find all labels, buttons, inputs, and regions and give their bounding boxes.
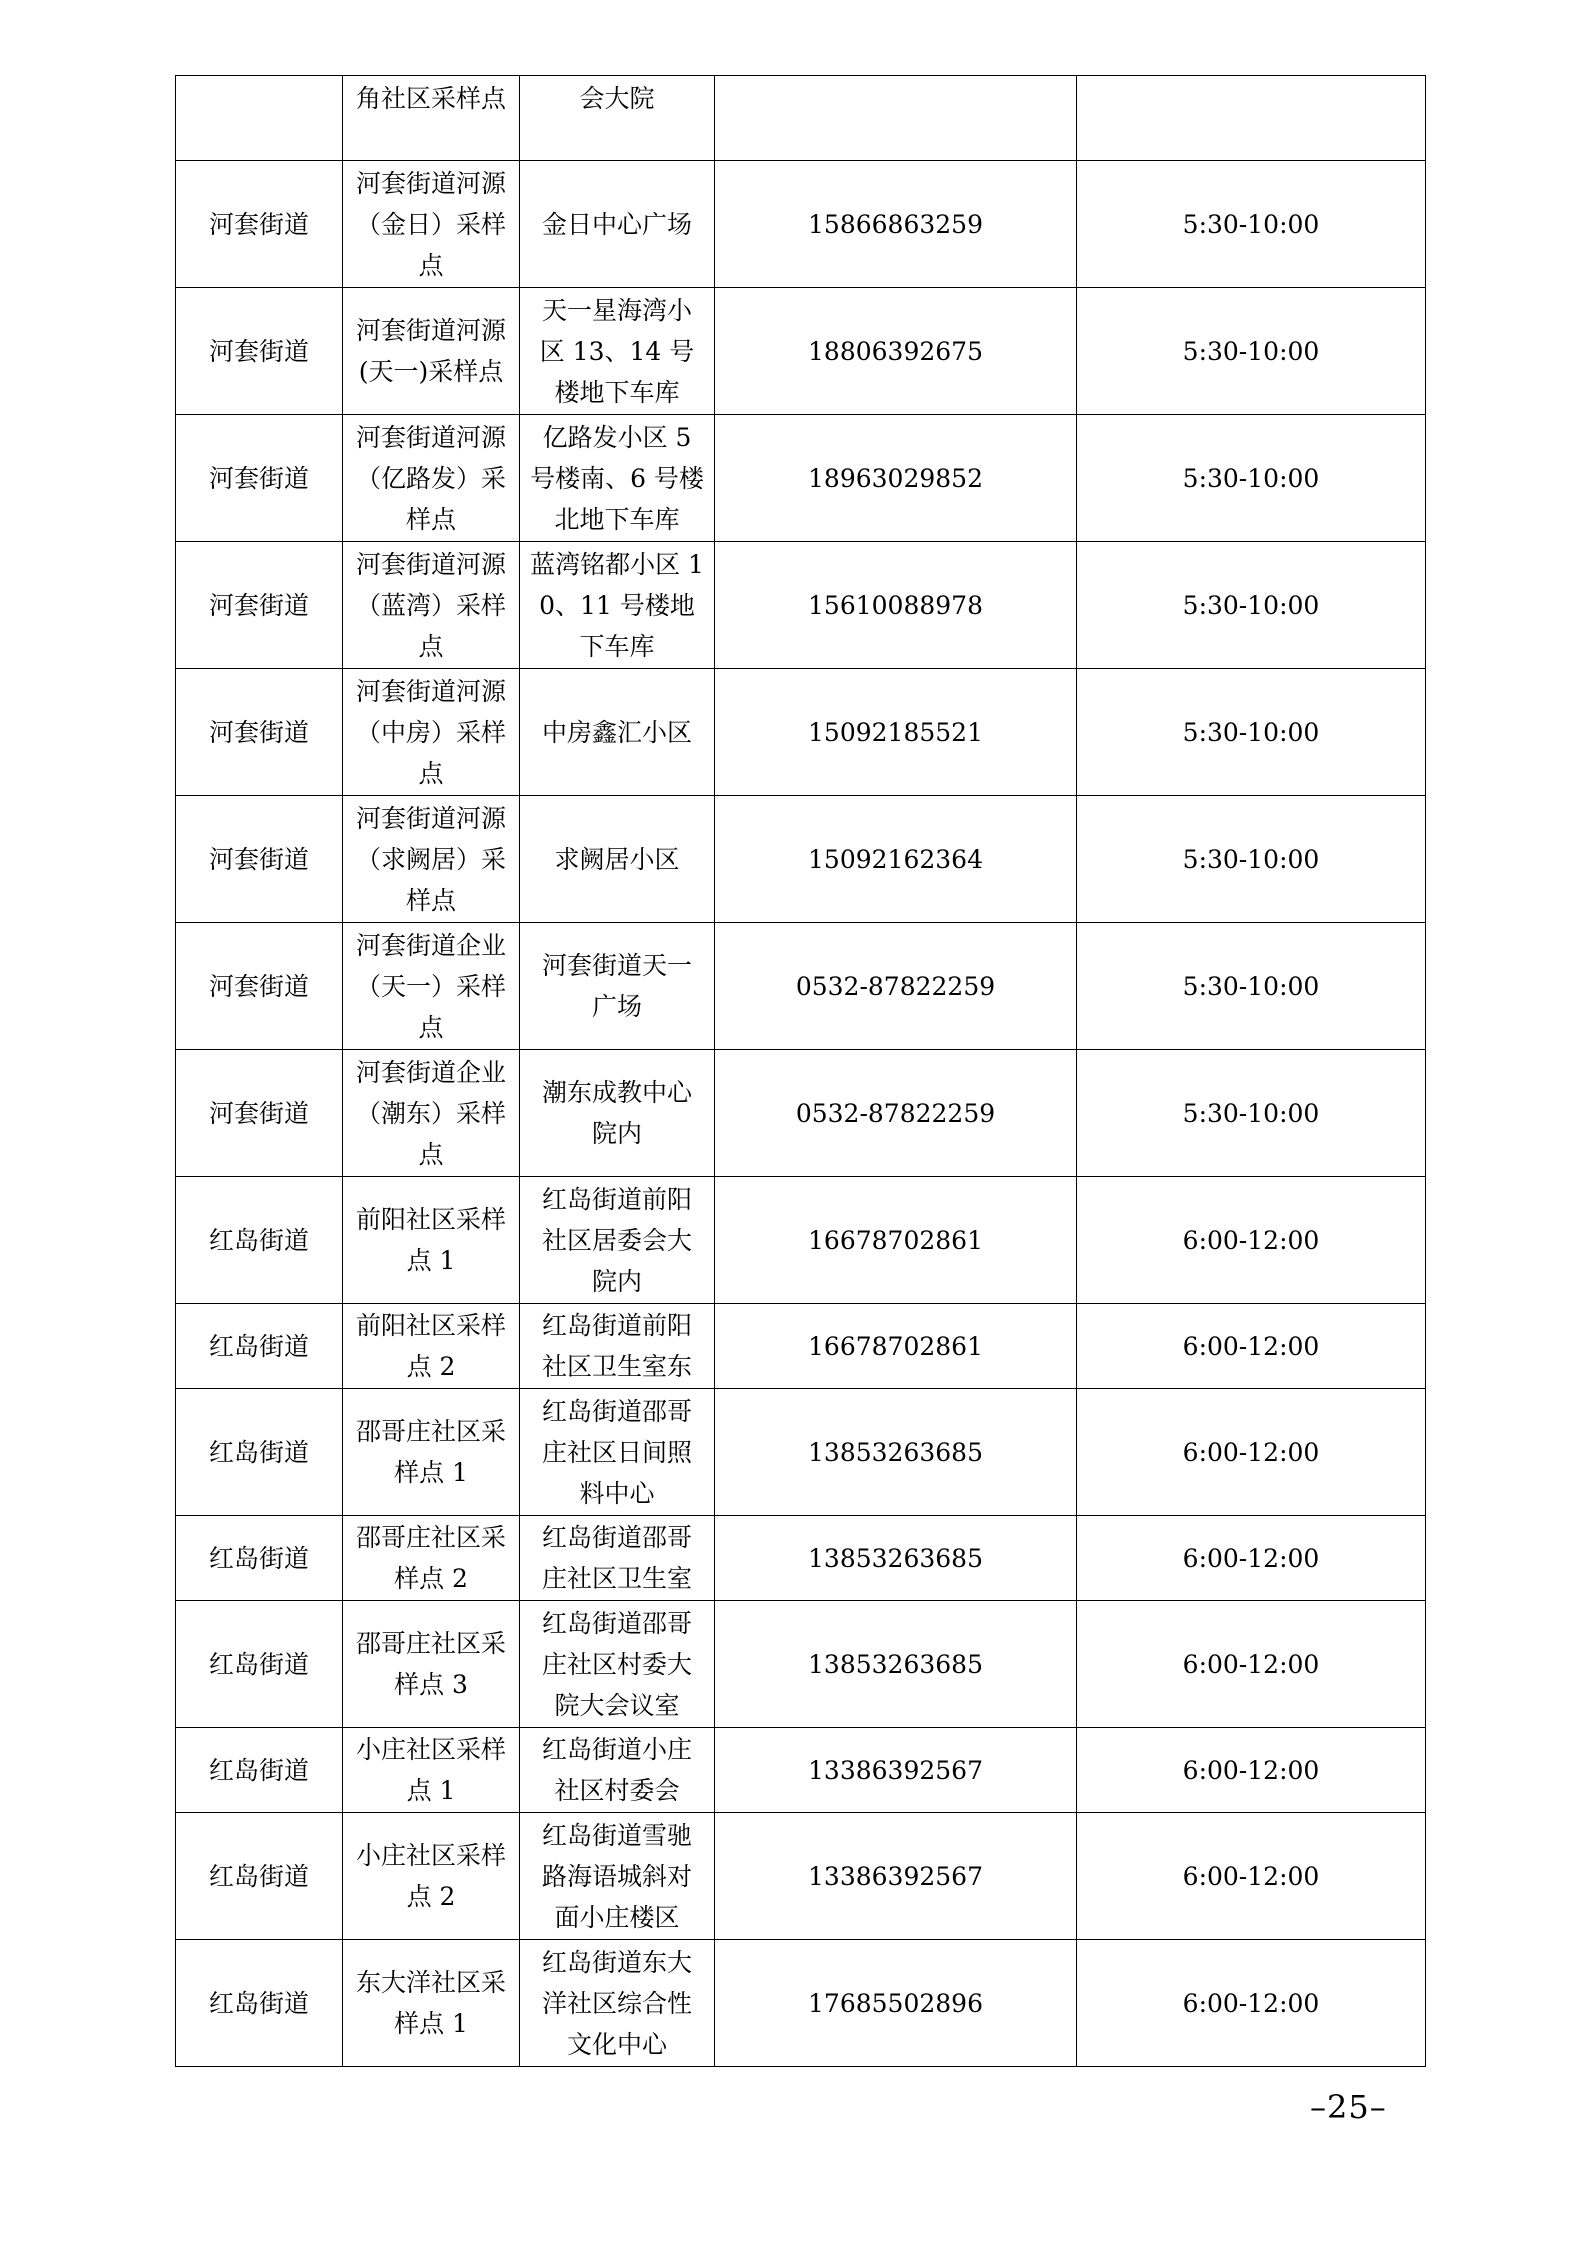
street-cell: 河套街道 [176, 923, 343, 1050]
phone-cell: 15610088978 [715, 542, 1077, 669]
street-cell: 红岛街道 [176, 1177, 343, 1304]
site-cell: 河套街道河源（蓝湾）采样点 [343, 542, 520, 669]
street-cell: 河套街道 [176, 1050, 343, 1177]
table-row [176, 1304, 1426, 1389]
table-row [176, 1601, 1426, 1728]
address-cell: 求阙居小区 [520, 796, 715, 923]
address-cell: 红岛街道邵哥庄社区村委大院大会议室 [520, 1601, 715, 1728]
address-cell: 会大院 [520, 76, 715, 161]
address-cell: 亿路发小区 5 号楼南、6 号楼北地下车库 [520, 415, 715, 542]
phone-cell: 17685502896 [715, 1940, 1077, 2067]
hours-cell: 5:30-10:00 [1077, 288, 1426, 415]
site-cell: 河套街道河源（中房）采样点 [343, 669, 520, 796]
phone-cell: 18963029852 [715, 415, 1077, 542]
site-cell: 小庄社区采样点 2 [343, 1813, 520, 1940]
phone-cell: 13853263685 [715, 1516, 1077, 1601]
table-row [176, 796, 1426, 923]
phone-cell: 18806392675 [715, 288, 1077, 415]
phone-cell: 16678702861 [715, 1304, 1077, 1389]
address-cell: 红岛街道东大洋社区综合性文化中心 [520, 1940, 715, 2067]
address-cell: 天一星海湾小区 13、14 号楼地下车库 [520, 288, 715, 415]
table-row [176, 1050, 1426, 1177]
street-cell: 河套街道 [176, 288, 343, 415]
site-cell: 邵哥庄社区采样点 3 [343, 1601, 520, 1728]
phone-cell: 16678702861 [715, 1177, 1077, 1304]
site-cell: 河套街道河源（求阙居）采样点 [343, 796, 520, 923]
site-cell: 角社区采样点 [343, 76, 520, 161]
hours-cell: 5:30-10:00 [1077, 669, 1426, 796]
site-cell: 前阳社区采样点 1 [343, 1177, 520, 1304]
table-row [176, 161, 1426, 288]
street-cell: 红岛街道 [176, 1728, 343, 1813]
street-cell: 红岛街道 [176, 1601, 343, 1728]
phone-cell: 0532-87822259 [715, 923, 1077, 1050]
site-cell: 邵哥庄社区采样点 1 [343, 1389, 520, 1516]
hours-cell: 6:00-12:00 [1077, 1813, 1426, 1940]
table-row [176, 1516, 1426, 1601]
phone-cell [715, 76, 1077, 161]
table-row [176, 1389, 1426, 1516]
table-row [176, 1813, 1426, 1940]
site-cell: 前阳社区采样点 2 [343, 1304, 520, 1389]
hours-cell: 6:00-12:00 [1077, 1516, 1426, 1601]
site-cell: 东大洋社区采样点 1 [343, 1940, 520, 2067]
phone-cell: 13853263685 [715, 1601, 1077, 1728]
address-cell: 红岛街道邵哥庄社区日间照料中心 [520, 1389, 715, 1516]
street-cell: 红岛街道 [176, 1304, 343, 1389]
hours-cell: 6:00-12:00 [1077, 1177, 1426, 1304]
phone-cell: 15092185521 [715, 669, 1077, 796]
address-cell: 红岛街道前阳社区居委会大院内 [520, 1177, 715, 1304]
hours-cell: 5:30-10:00 [1077, 1050, 1426, 1177]
phone-cell: 15866863259 [715, 161, 1077, 288]
hours-cell: 5:30-10:00 [1077, 923, 1426, 1050]
site-cell: 小庄社区采样点 1 [343, 1728, 520, 1813]
phone-cell: 13386392567 [715, 1728, 1077, 1813]
hours-cell: 6:00-12:00 [1077, 1304, 1426, 1389]
street-cell: 河套街道 [176, 669, 343, 796]
street-cell: 红岛街道 [176, 1813, 343, 1940]
phone-cell: 13853263685 [715, 1389, 1077, 1516]
address-cell: 蓝湾铭都小区 10、11 号楼地下车库 [520, 542, 715, 669]
address-cell: 中房鑫汇小区 [520, 669, 715, 796]
hours-cell: 6:00-12:00 [1077, 1389, 1426, 1516]
street-cell: 红岛街道 [176, 1516, 343, 1601]
address-cell: 金日中心广场 [520, 161, 715, 288]
street-cell [176, 76, 343, 161]
hours-cell: 6:00-12:00 [1077, 1728, 1426, 1813]
street-cell: 红岛街道 [176, 1389, 343, 1516]
site-cell: 河套街道河源（亿路发）采样点 [343, 415, 520, 542]
table-row [176, 1728, 1426, 1813]
site-cell: 河套街道河源（金日）采样点 [343, 161, 520, 288]
table-row [176, 288, 1426, 415]
hours-cell: 5:30-10:00 [1077, 415, 1426, 542]
street-cell: 河套街道 [176, 415, 343, 542]
hours-cell: 6:00-12:00 [1077, 1940, 1426, 2067]
street-cell: 河套街道 [176, 796, 343, 923]
address-cell: 红岛街道小庄社区村委会 [520, 1728, 715, 1813]
table-row [176, 1940, 1426, 2067]
table-row [176, 923, 1426, 1050]
page-number: –25– [1310, 2088, 1387, 2126]
phone-cell: 15092162364 [715, 796, 1077, 923]
sampling-site-table [175, 75, 1426, 2067]
hours-cell: 5:30-10:00 [1077, 161, 1426, 288]
site-cell: 邵哥庄社区采样点 2 [343, 1516, 520, 1601]
site-cell: 河套街道企业（天一）采样点 [343, 923, 520, 1050]
address-cell: 红岛街道前阳社区卫生室东 [520, 1304, 715, 1389]
hours-cell: 6:00-12:00 [1077, 1601, 1426, 1728]
hours-cell: 5:30-10:00 [1077, 796, 1426, 923]
address-cell: 红岛街道雪驰路海语城斜对面小庄楼区 [520, 1813, 715, 1940]
table-row [176, 415, 1426, 542]
hours-cell [1077, 76, 1426, 161]
site-cell: 河套街道河源(天一)采样点 [343, 288, 520, 415]
table-row-continued [176, 76, 1426, 161]
table-row [176, 542, 1426, 669]
street-cell: 河套街道 [176, 542, 343, 669]
street-cell: 河套街道 [176, 161, 343, 288]
table-body [176, 76, 1426, 2067]
phone-cell: 13386392567 [715, 1813, 1077, 1940]
table-row [176, 1177, 1426, 1304]
phone-cell: 0532-87822259 [715, 1050, 1077, 1177]
address-cell: 潮东成教中心院内 [520, 1050, 715, 1177]
hours-cell: 5:30-10:00 [1077, 542, 1426, 669]
address-cell: 红岛街道邵哥庄社区卫生室 [520, 1516, 715, 1601]
address-cell: 河套街道天一广场 [520, 923, 715, 1050]
table-row [176, 669, 1426, 796]
street-cell: 红岛街道 [176, 1940, 343, 2067]
site-cell: 河套街道企业（潮东）采样点 [343, 1050, 520, 1177]
